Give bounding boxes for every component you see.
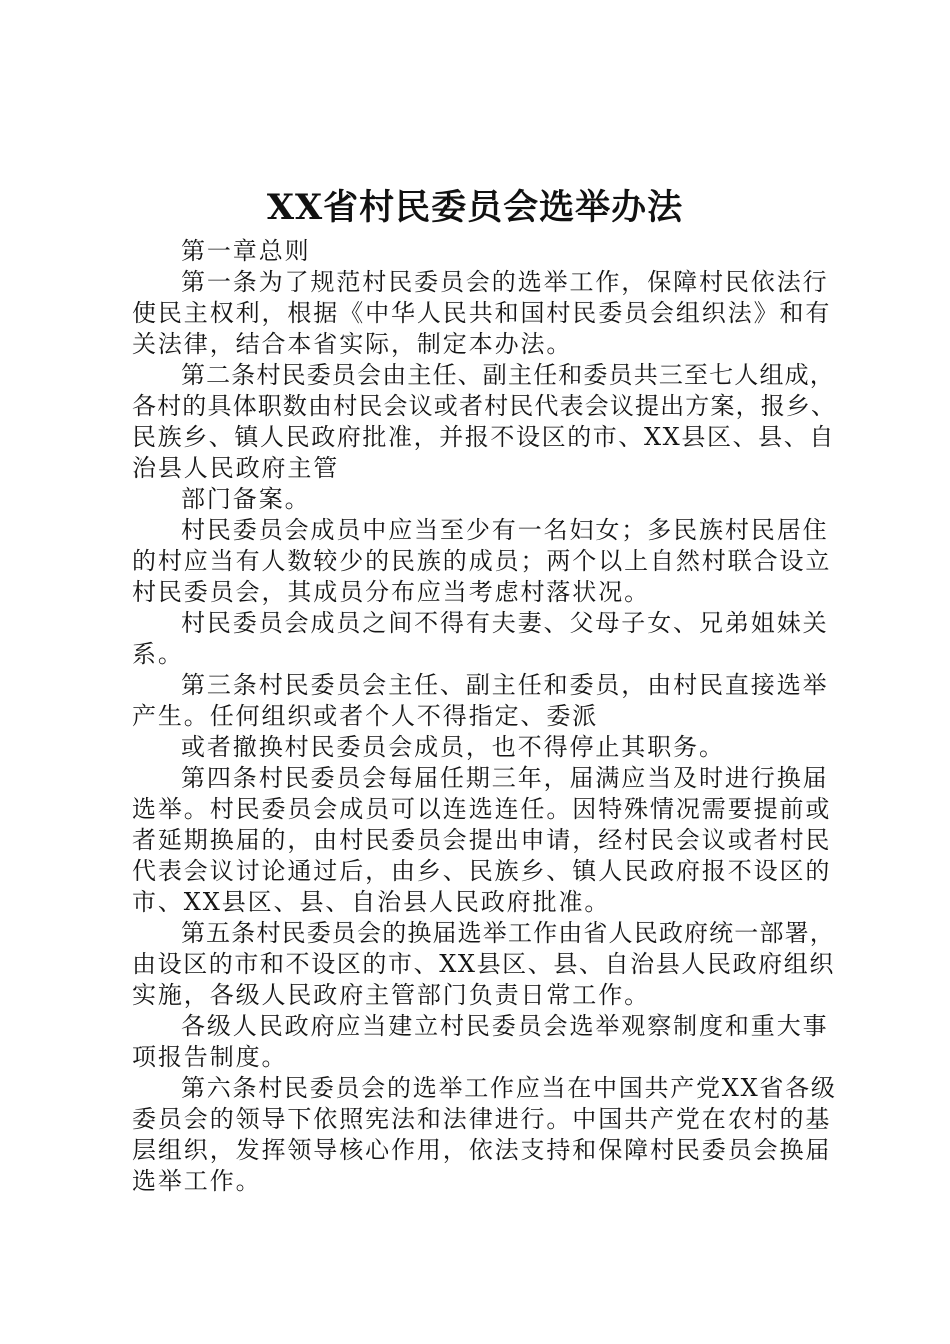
- text-line: 代表会议讨论通过后，由乡、民族乡、镇人民政府报不设区的: [132, 857, 832, 885]
- text-line: 委员会的领导下依照宪法和法律进行。中国共产党在农村的基: [132, 1105, 832, 1133]
- paragraph: [132, 360, 837, 484]
- text-line: 使民主权利，根据《中华人民共和国村民委员会组织法》和有: [132, 299, 832, 327]
- text-line: 实施，各级人民政府主管部门负责日常工作。: [132, 981, 650, 1009]
- text-line: 系。: [132, 640, 184, 668]
- text-line: 第一章总则: [181, 237, 311, 265]
- text-line: 村民委员会成员之间不得有夫妻、父母子女、兄弟姐妹关: [181, 609, 829, 637]
- text-line: 村民委员会，其成员分布应当考虑村落状况。: [132, 578, 650, 606]
- text-line: 村民委员会成员中应当至少有一名妇女；多民族村民居住: [181, 516, 829, 544]
- text-line: 部门备案。: [181, 485, 311, 513]
- paragraph: [132, 267, 832, 360]
- text-line: 市、XX县区、县、自治县人民政府批准。: [132, 888, 611, 916]
- text-line: 由设区的市和不设区的市、XX县区、县、自治县人民政府组织: [132, 950, 835, 978]
- text-line: 或者撤换村民委员会成员，也不得停止其职务。: [181, 733, 725, 761]
- text-line: 治县人民政府主管: [132, 454, 340, 482]
- paragraph: [132, 484, 832, 515]
- text-line: 选举工作。: [132, 1167, 262, 1195]
- text-line: 第四条村民委员会每届任期三年，届满应当及时进行换届: [181, 764, 829, 792]
- text-line: 项报告制度。: [132, 1043, 288, 1071]
- text-line: 第六条村民委员会的选举工作应当在中国共产党XX省各级: [181, 1074, 837, 1102]
- document-title: XX省村民委员会选举办法: [266, 187, 684, 228]
- text-line: 第一条为了规范村民委员会的选举工作，保障村民依法行: [181, 268, 829, 296]
- paragraph: [132, 1073, 837, 1197]
- paragraph: [132, 918, 835, 1011]
- paragraph: [132, 732, 832, 763]
- text-line: 产生。任何组织或者个人不得指定、委派: [132, 702, 599, 730]
- text-line: 第二条村民委员会由主任、副主任和委员共三至七人组成，: [181, 361, 835, 389]
- paragraph: [132, 670, 832, 732]
- paragraph: [132, 763, 832, 918]
- text-line: 第三条村民委员会主任、副主任和委员，由村民直接选举: [181, 671, 829, 699]
- text-line: 各村的具体职数由村民会议或者村民代表会议提出方案，报乡、: [132, 392, 837, 420]
- text-line: 第五条村民委员会的换届选举工作由省人民政府统一部署，: [181, 919, 835, 947]
- text-line: 选举。村民委员会成员可以连选连任。因特殊情况需要提前或: [132, 795, 832, 823]
- text-line: 关法律，结合本省实际，制定本办法。: [132, 330, 573, 358]
- paragraph: [132, 236, 832, 267]
- text-line: 层组织，发挥领导核心作用，依法支持和保障村民委员会换届: [132, 1136, 832, 1164]
- paragraph: [132, 608, 832, 670]
- text-line: 各级人民政府应当建立村民委员会选举观察制度和重大事: [181, 1012, 829, 1040]
- document-body: [132, 236, 837, 1197]
- paragraph: [132, 1011, 832, 1073]
- text-line: 民族乡、镇人民政府批准，并报不设区的市、XX县区、县、自: [132, 423, 835, 451]
- paragraph: [132, 515, 832, 608]
- text-line: 者延期换届的，由村民委员会提出申请，经村民会议或者村民: [132, 826, 832, 854]
- text-line: 的村应当有人数较少的民族的成员；两个以上自然村联合设立: [132, 547, 832, 575]
